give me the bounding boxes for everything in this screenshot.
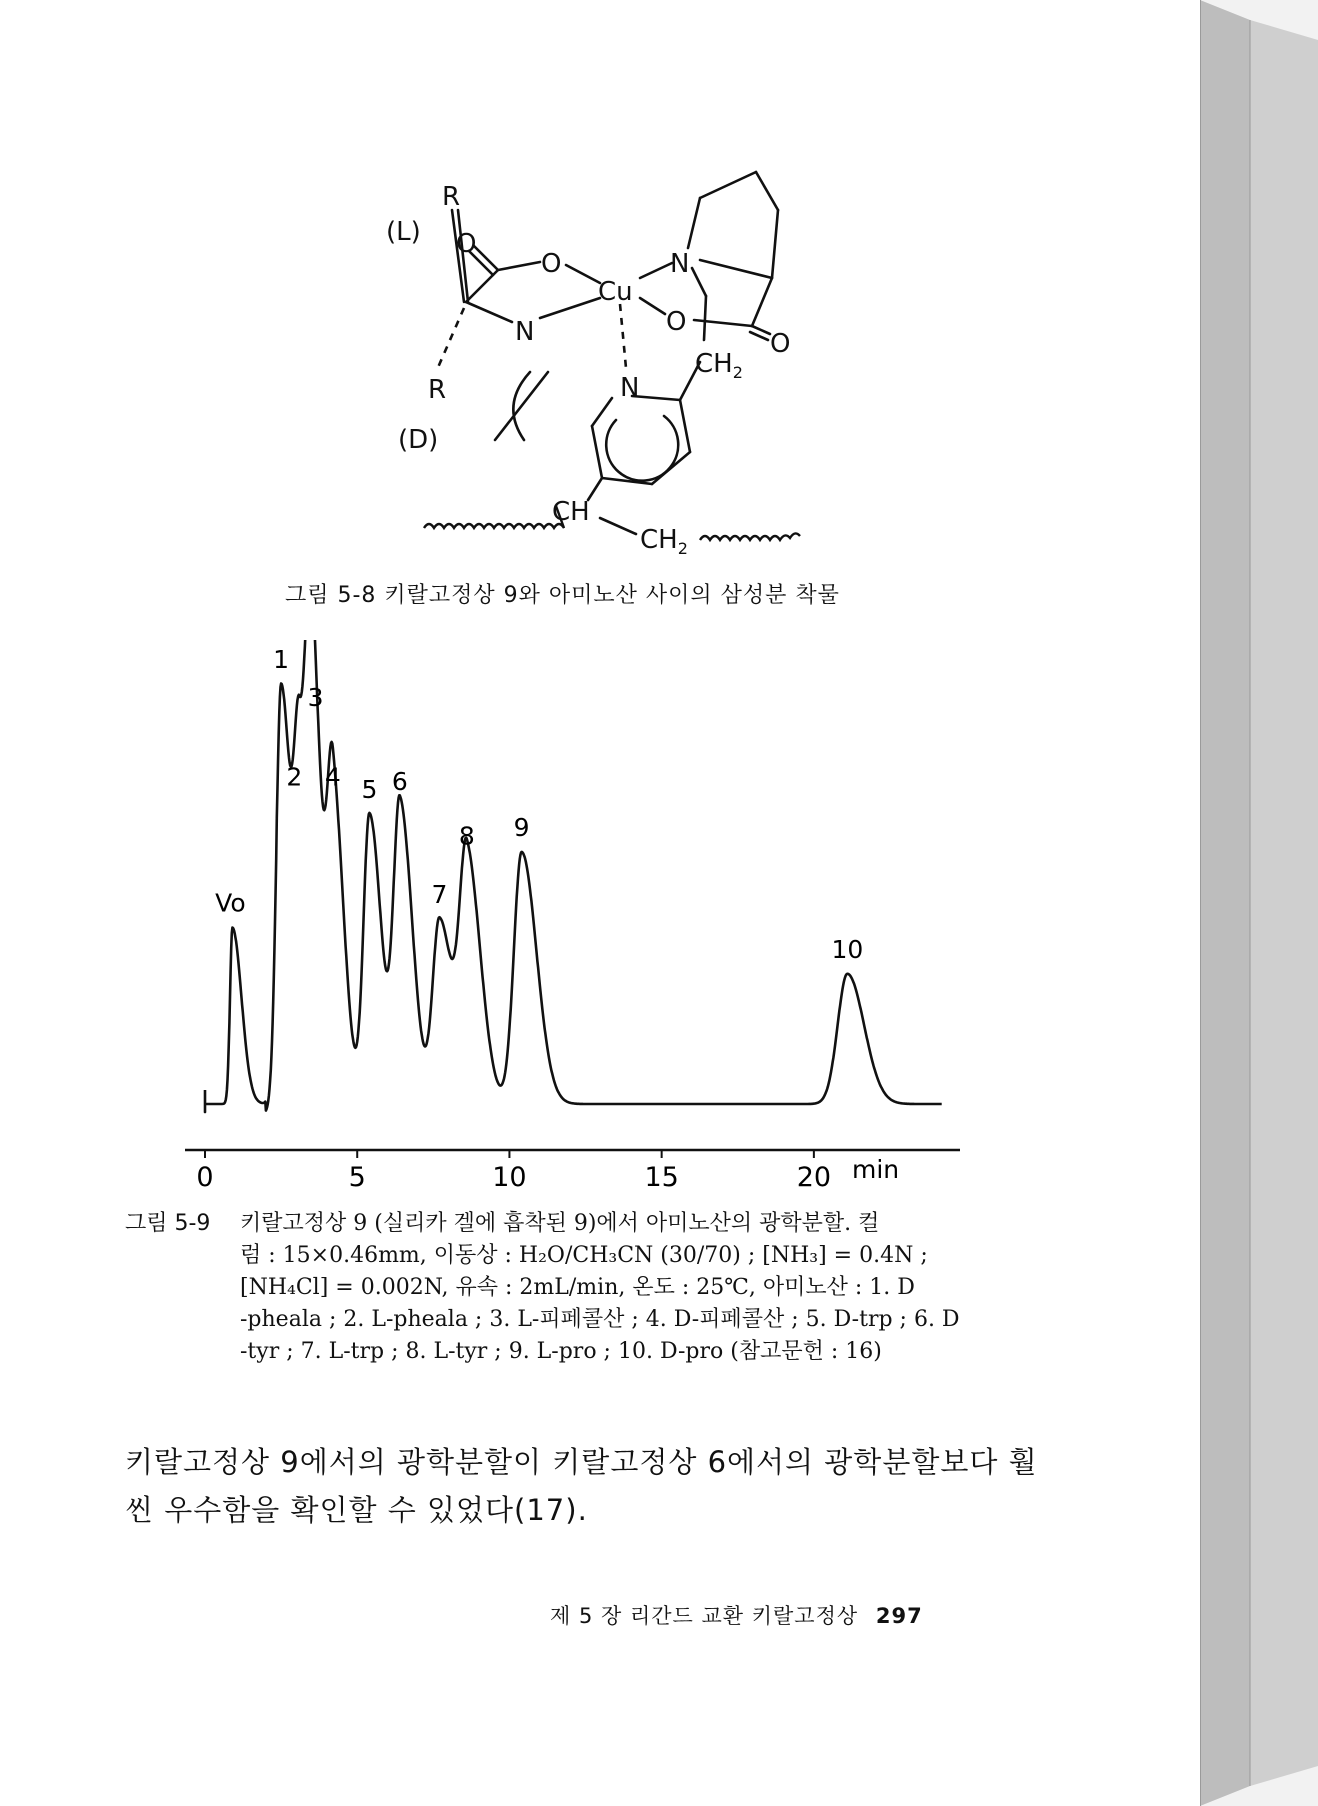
- page-footer: [550, 1600, 1050, 1630]
- label-r-top: R: [442, 182, 461, 212]
- label-ch: CH: [552, 497, 590, 527]
- label-n-pyridine: N: [620, 373, 640, 403]
- peak-label-10: 10: [831, 934, 864, 964]
- caption-line: 키랄고정상 9 (실리카 겔에 흡착된 9)에서 아미노산의 광학분할. 컬: [240, 1211, 880, 1236]
- page-number: 297: [875, 1604, 923, 1628]
- caption-line: -tyr ; 7. L-trp ; 8. L-tyr ; 9. L-pro ; 10. D-pro (참고문헌 : 16): [240, 1339, 882, 1364]
- peak-label-5: 5: [361, 775, 378, 805]
- label-r-bottom: R: [428, 375, 447, 405]
- x-tick-label: 10: [492, 1162, 527, 1193]
- label-d: (D): [398, 425, 439, 455]
- body-paragraph: [125, 1438, 1038, 1534]
- label-ch2-top: $CH_2$: [695, 349, 743, 382]
- x-tick-label: 20: [796, 1162, 832, 1193]
- figure-5-8-caption: 그림 5-8 키랄고정상 9와 아미노산 사이의 삼성분 착물: [285, 583, 840, 608]
- x-tick-label: 0: [196, 1162, 214, 1193]
- figure-5-9-chromatogram: [0, 640, 1200, 1200]
- caption-line: 럼 : 15×0.46mm, 이동상 : H₂O/CH₃CN (30/70) ; [NH₃] = 0.4N ;: [240, 1243, 928, 1268]
- peak-label-2: 2: [286, 762, 303, 792]
- tick-labels: [196, 1162, 831, 1193]
- peak-labels: [215, 645, 863, 964]
- label-l: (L): [386, 217, 421, 247]
- book-edge: [1196, 0, 1318, 1806]
- caption-line: -pheala ; 2. L-pheala ; 3. L-피페콜산 ; 4. D-피페콜산 ; 5. D-trp ; 6. D: [240, 1307, 960, 1332]
- peak-label-9: 9: [513, 813, 530, 842]
- label-o-right: O: [666, 307, 687, 337]
- x-tick-label: 5: [348, 1162, 366, 1193]
- label-cu: Cu: [598, 277, 633, 307]
- body-line: 씬 우수함을 확인할 수 있었다(17).: [125, 1493, 588, 1527]
- body-line: 키랄고정상 9에서의 광학분할이 키랄고정상 6에서의 광학분할보다 훨: [125, 1445, 1038, 1479]
- label-o-carbonyl-right: O: [770, 329, 791, 359]
- peak-label-6: 6: [391, 766, 408, 796]
- label-o-left: O: [541, 249, 562, 279]
- x-tick-label: 15: [644, 1162, 679, 1193]
- peak-label-1: 1: [273, 645, 290, 674]
- x-axis-label: min: [852, 1155, 900, 1184]
- caption-line: [NH₄Cl] = 0.002N, 유속 : 2mL/min, 온도 : 25℃, 아미노산 : 1. D: [240, 1275, 915, 1300]
- caption-label: 그림 5-9: [125, 1211, 211, 1236]
- label-o-carbonyl-left: O: [456, 229, 477, 259]
- peak-label-7: 7: [431, 880, 448, 910]
- peak-label-8: 8: [458, 821, 475, 851]
- caption-lines: [240, 1208, 1015, 1368]
- label-n-left: N: [515, 317, 535, 347]
- peak-label-vo: Vo: [215, 888, 246, 918]
- chapter-title: 제 5 장 리간드 교환 키랄고정상: [550, 1604, 859, 1628]
- x-axis: [185, 1150, 960, 1158]
- label-ch2-bottom: $CH_2$: [640, 525, 688, 558]
- label-n-right: N: [670, 249, 690, 279]
- figure-5-8-structure: [0, 0, 1200, 560]
- peak-label-4: 4: [324, 762, 341, 792]
- peak-label-3: 3: [307, 682, 324, 712]
